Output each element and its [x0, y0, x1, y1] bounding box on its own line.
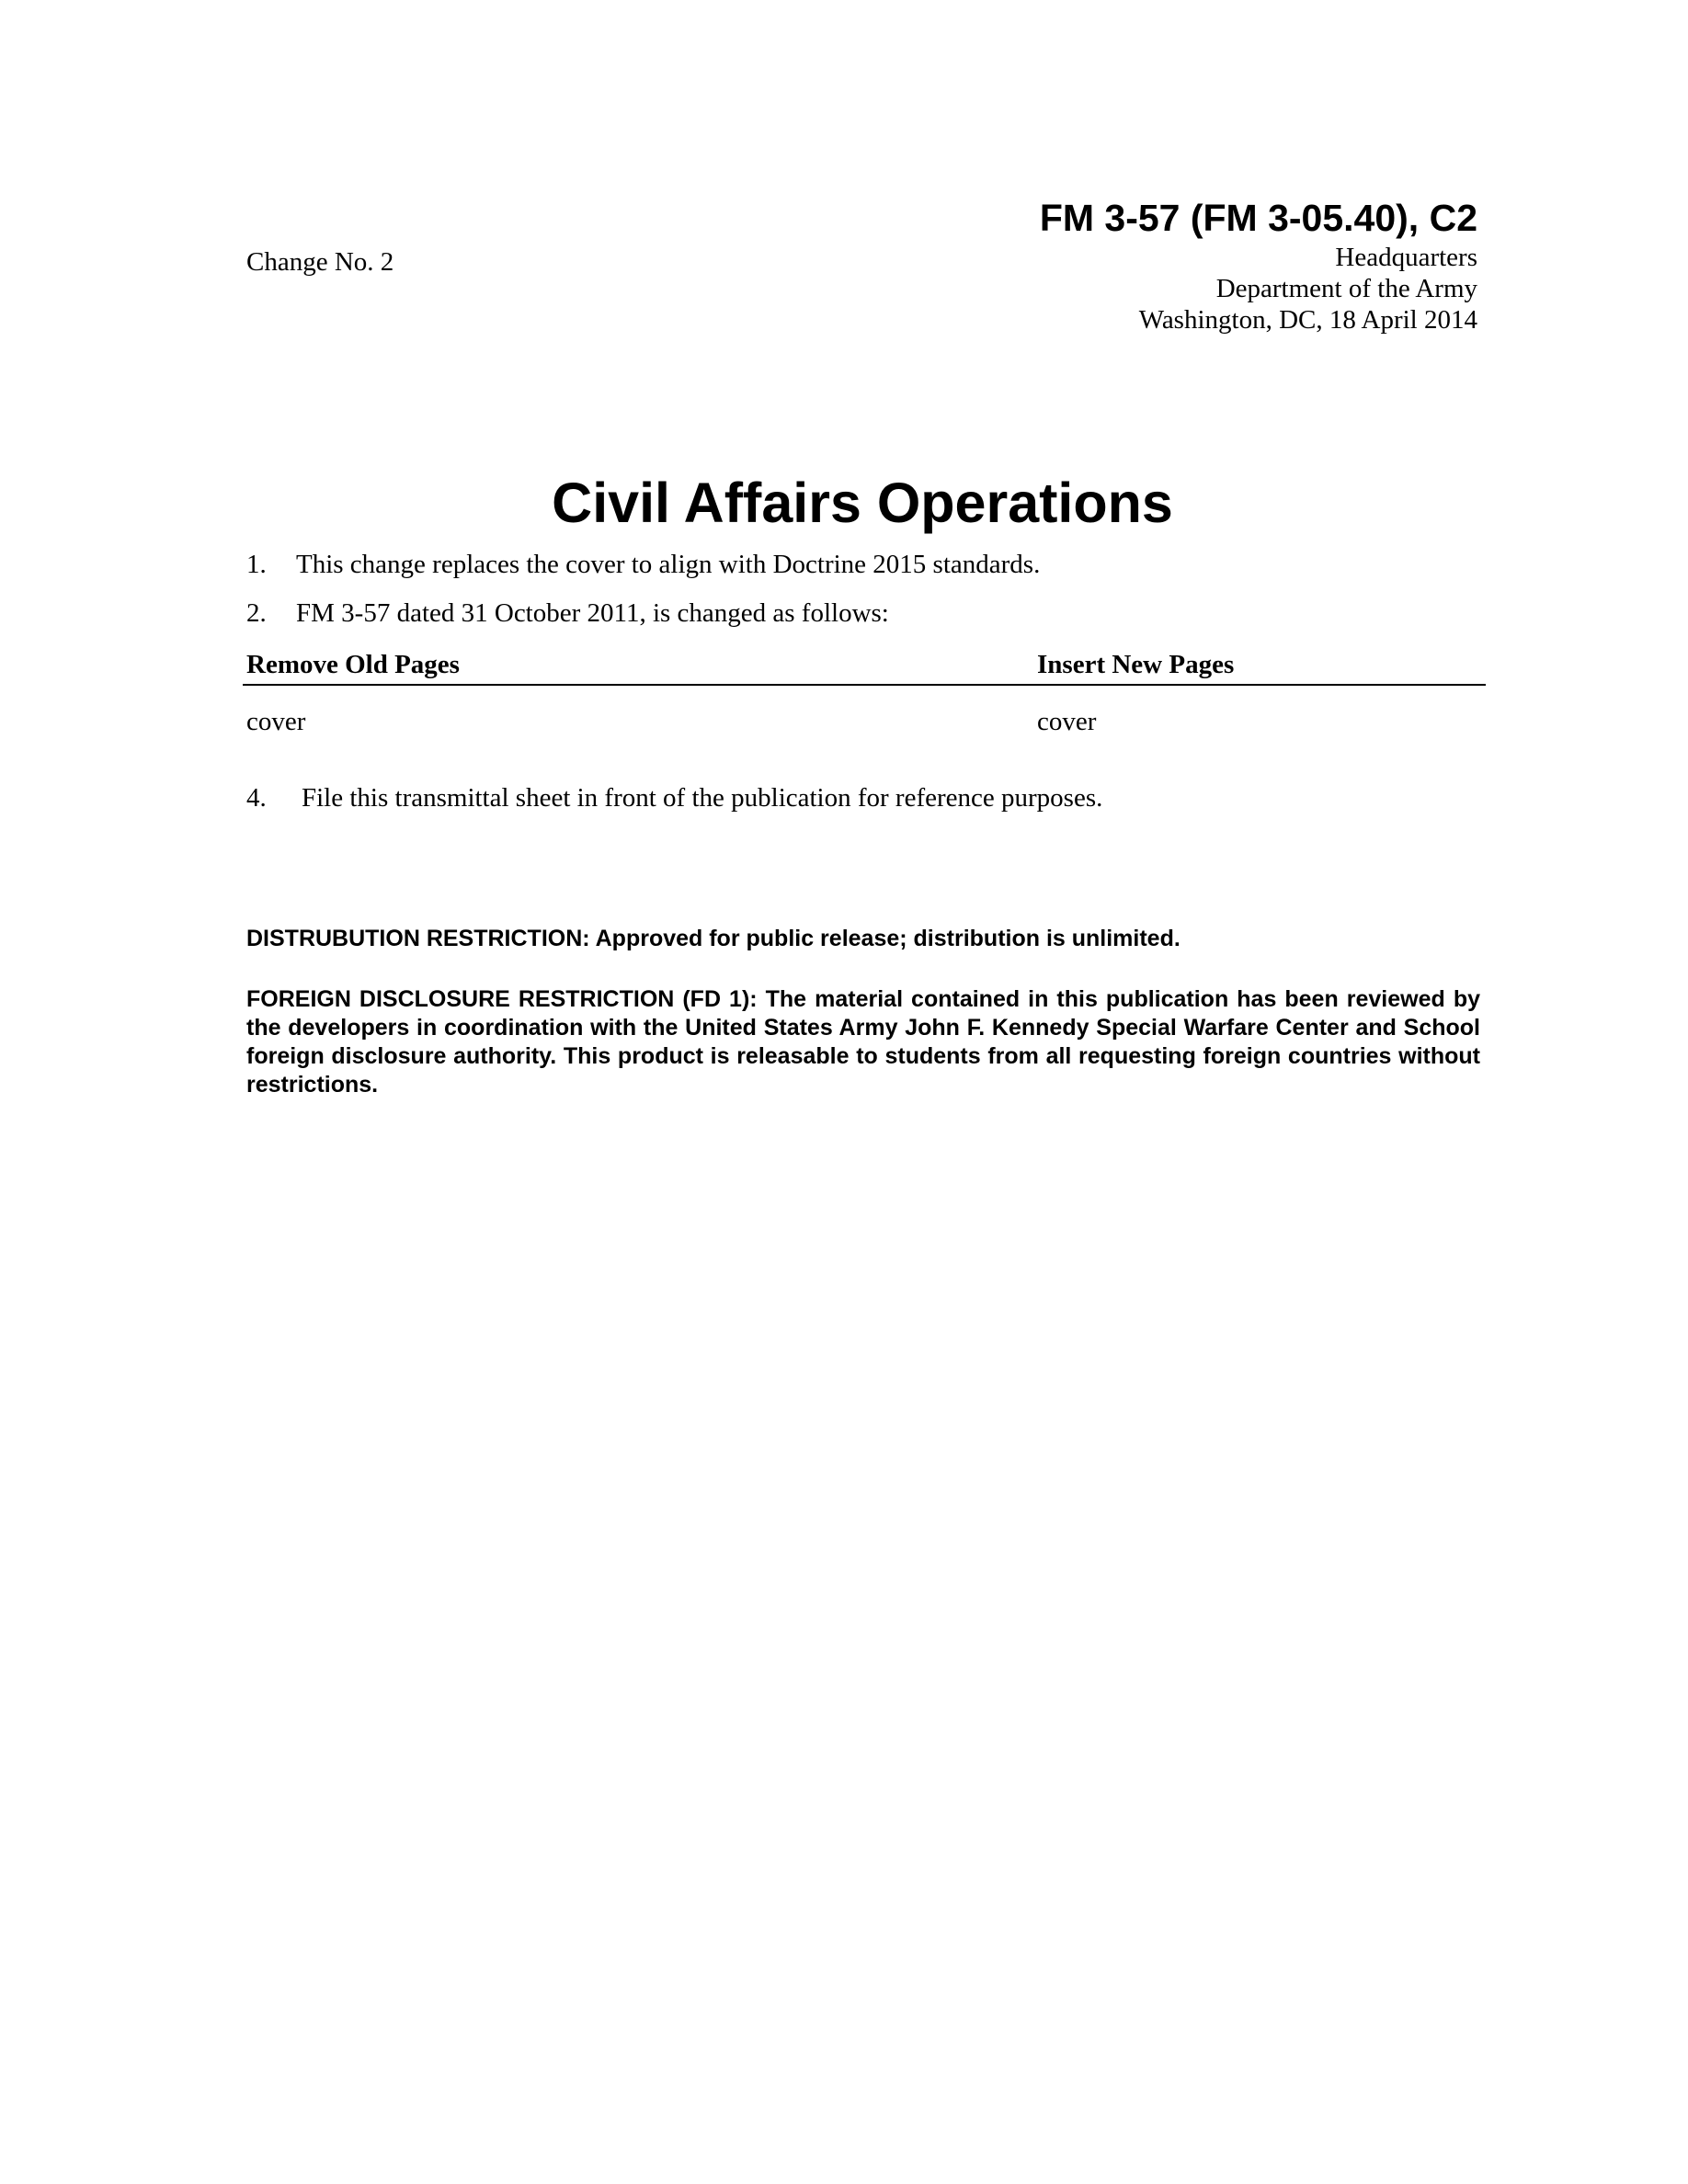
issuer-line: Washington, DC, 18 April 2014: [1138, 305, 1477, 335]
table-cell: cover: [246, 707, 306, 736]
paragraph-number: 2.: [246, 598, 267, 628]
foreign-disclosure-restriction: FOREIGN DISCLOSURE RESTRICTION (FD 1): The material contained in this publication has been reviewed by the developers in coordination with the United States Army John F. Kennedy Special Warfare Center and School foreign disclosure authority. This product is releasable to students from all requesting foreign countries without restrictions.: [246, 986, 1480, 1098]
issuer-line: Headquarters: [1335, 243, 1477, 272]
column-header-insert: Insert New Pages: [1037, 650, 1235, 679]
paragraph-number: 4.: [246, 783, 267, 813]
issuer-line: Department of the Army: [1215, 274, 1477, 303]
distribution-restriction: DISTRUBUTION RESTRICTION: Approved for public release; distribution is unlimited.: [246, 926, 1180, 951]
table-row: [243, 706, 1486, 743]
table-cell: cover: [1037, 707, 1097, 736]
paragraph-text: File this transmittal sheet in front of the publication for reference purposes.: [302, 783, 1103, 813]
paragraph-text: This change replaces the cover to align with Doctrine 2015 standards.: [296, 550, 1041, 579]
paragraph-1: [246, 549, 1040, 580]
table-header-row: [243, 649, 1486, 686]
paragraph-text: FM 3-57 dated 31 October 2011, is changed as follows:: [296, 598, 889, 628]
change-number: Change No. 2: [246, 247, 394, 277]
document-identifier: FM 3-57 (FM 3-05.40), C2: [1039, 197, 1477, 239]
paragraph-4: [246, 782, 1102, 813]
column-header-remove: Remove Old Pages: [246, 650, 460, 679]
issuing-authority: [1139, 242, 1477, 336]
paragraph-number: 1.: [246, 550, 267, 579]
pages-table: [243, 649, 1486, 743]
paragraph-2: [246, 597, 889, 629]
page-title: Civil Affairs Operations: [552, 472, 1173, 534]
